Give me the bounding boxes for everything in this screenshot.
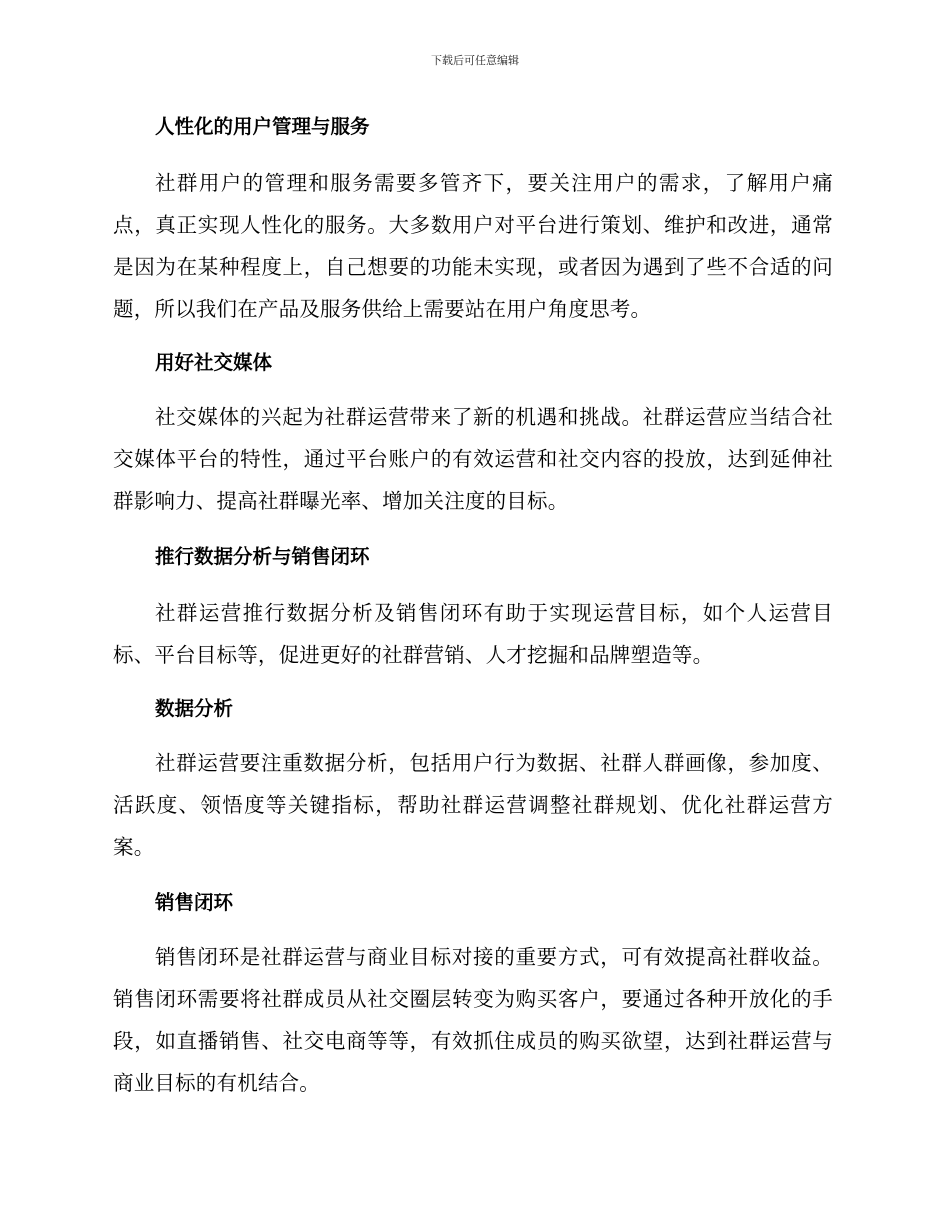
document-body xyxy=(113,108,833,1104)
section-sales-loop xyxy=(113,884,833,1104)
section-heading: 推行数据分析与销售闭环 xyxy=(155,545,370,568)
section-heading: 用好社交媒体 xyxy=(155,351,273,374)
section-heading: 销售闭环 xyxy=(155,891,234,914)
section-heading: 人性化的用户管理与服务 xyxy=(155,115,370,138)
section-data-and-sales xyxy=(113,538,833,676)
section-user-management xyxy=(113,108,833,330)
section-heading: 数据分析 xyxy=(155,697,234,720)
section-paragraph: 社群用户的管理和服务需要多管齐下，要关注用户的需求，了解用户痛点，真正实现人性化的服务。大多数用户对平台进行策划、维护和改进，通常是因为在某种程度上，自己想要的功能未实现，或者因为遇到了些不合适的问题，所以我们在产品及服务供给上需要站在用户角度思考。 xyxy=(113,171,833,321)
page-header: 下载后可任意编辑 xyxy=(431,54,519,67)
section-paragraph: 社群运营要注重数据分析，包括用户行为数据、社群人群画像，参加度、活跃度、领悟度等关键指标，帮助社群运营调整社群规划、优化社群运营方案。 xyxy=(113,751,833,859)
section-data-analysis xyxy=(113,690,833,868)
section-paragraph: 社交媒体的兴起为社群运营带来了新的机遇和挑战。社群运营应当结合社交媒体平台的特性，通过平台账户的有效运营和社交内容的投放，达到延伸社群影响力、提高社群曝光率、增加关注度的目标。 xyxy=(113,405,833,513)
section-paragraph: 社群运营推行数据分析及销售闭环有助于实现运营目标，如个人运营目标、平台目标等，促进更好的社群营销、人才挖掘和品牌塑造等。 xyxy=(113,601,833,667)
section-paragraph: 销售闭环是社群运营与商业目标对接的重要方式，可有效提高社群收益。销售闭环需要将社群成员从社交圈层转变为购买客户，要通过各种开放化的手段，如直播销售、社交电商等等，有效抓住成员的购买欲望，达到社群运营与商业目标的有机结合。 xyxy=(113,945,833,1095)
section-social-media xyxy=(113,344,833,522)
